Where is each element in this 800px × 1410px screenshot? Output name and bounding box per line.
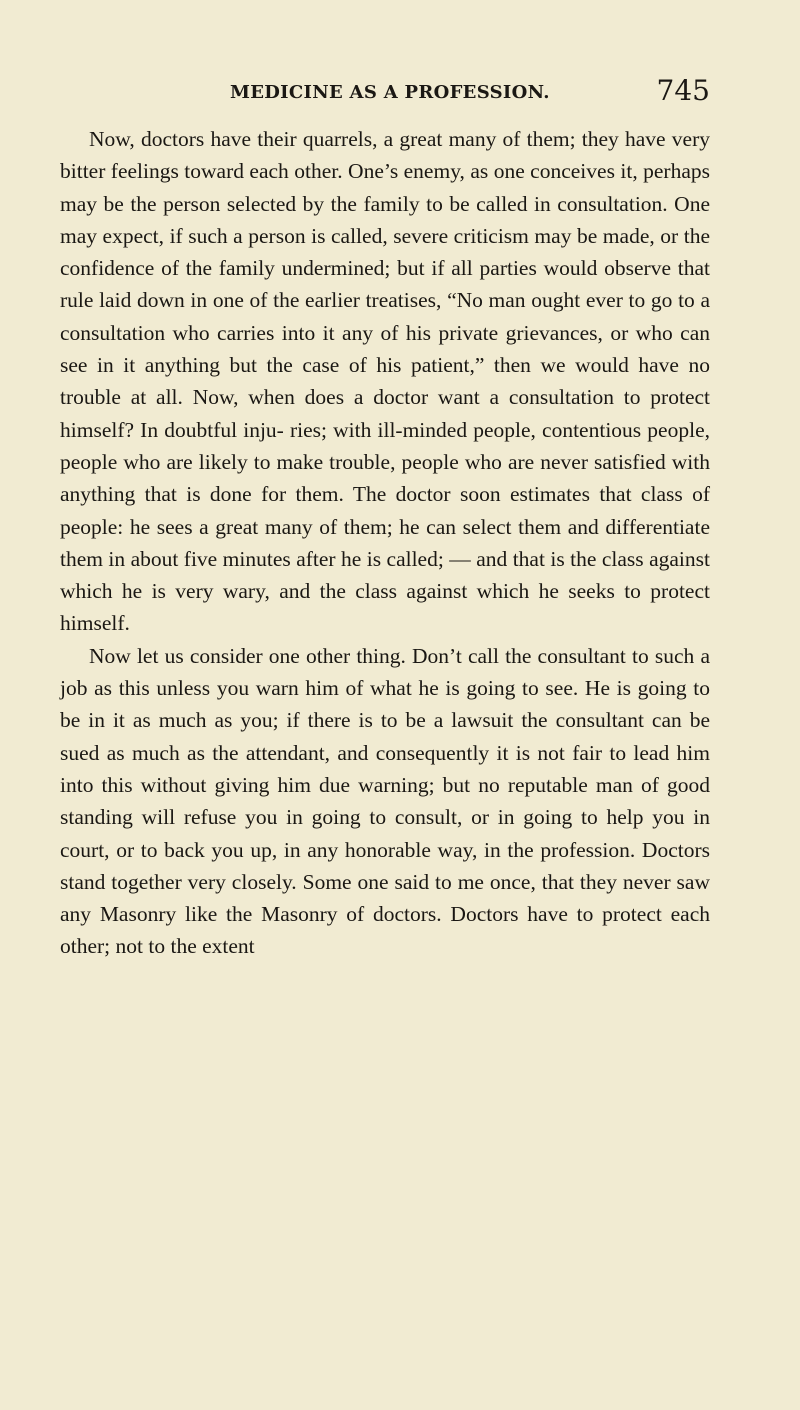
body-text: [60, 123, 710, 963]
paragraph-2: Now let us consider one other thing. Don’t call the consultant to such a job as this unless you warn him of what he is going to see. He is going to be in it as much as you; if there is to be a lawsuit the consultant can be sued as much as the attendant, and consequently it is not fair to lead him into this without giving him due warning; but no reputable man of good standing will refuse you in going to consult, or in going to help you in court, or to back you up, in any honorable way, in the profession. Doctors stand together very closely. Some one said to me once, that they never saw any Masonry like the Masonry of doctors. Doctors have to protect each other; not to the extent: [60, 643, 710, 959]
running-head: [70, 74, 710, 114]
paragraph-1: Now, doctors have their quarrels, a great many of them; they have very bitter feelings toward each other. One’s enemy, as one conceives it, perhaps may be the person selected by the family to be called in consultation. One may expect, if such a person is called, severe criticism may be made, or the confidence of the family undermined; but if all parties would observe that rule laid down in one of the earlier treatises, “No man ought ever to go to a consultation who carries into it any of his private grievances, or who can see in it anything but the case of his patient,” then we would have no trouble at all. Now, when does a doctor want a consultation to protect himself? In doubtful inju- ries; with ill-minded people, contentious people, people who are likely to make trouble, people who are never satisfied with anything that is done for them. The doctor soon estimates that class of people: he sees a great many of them; he can select them and differentiate them in about five minutes after he is called; — and that is the class against which he is very wary, and the class against which he seeks to protect himself.: [60, 127, 710, 636]
page-number: 745: [656, 74, 710, 107]
running-title: MEDICINE AS A PROFESSION.: [230, 82, 550, 103]
